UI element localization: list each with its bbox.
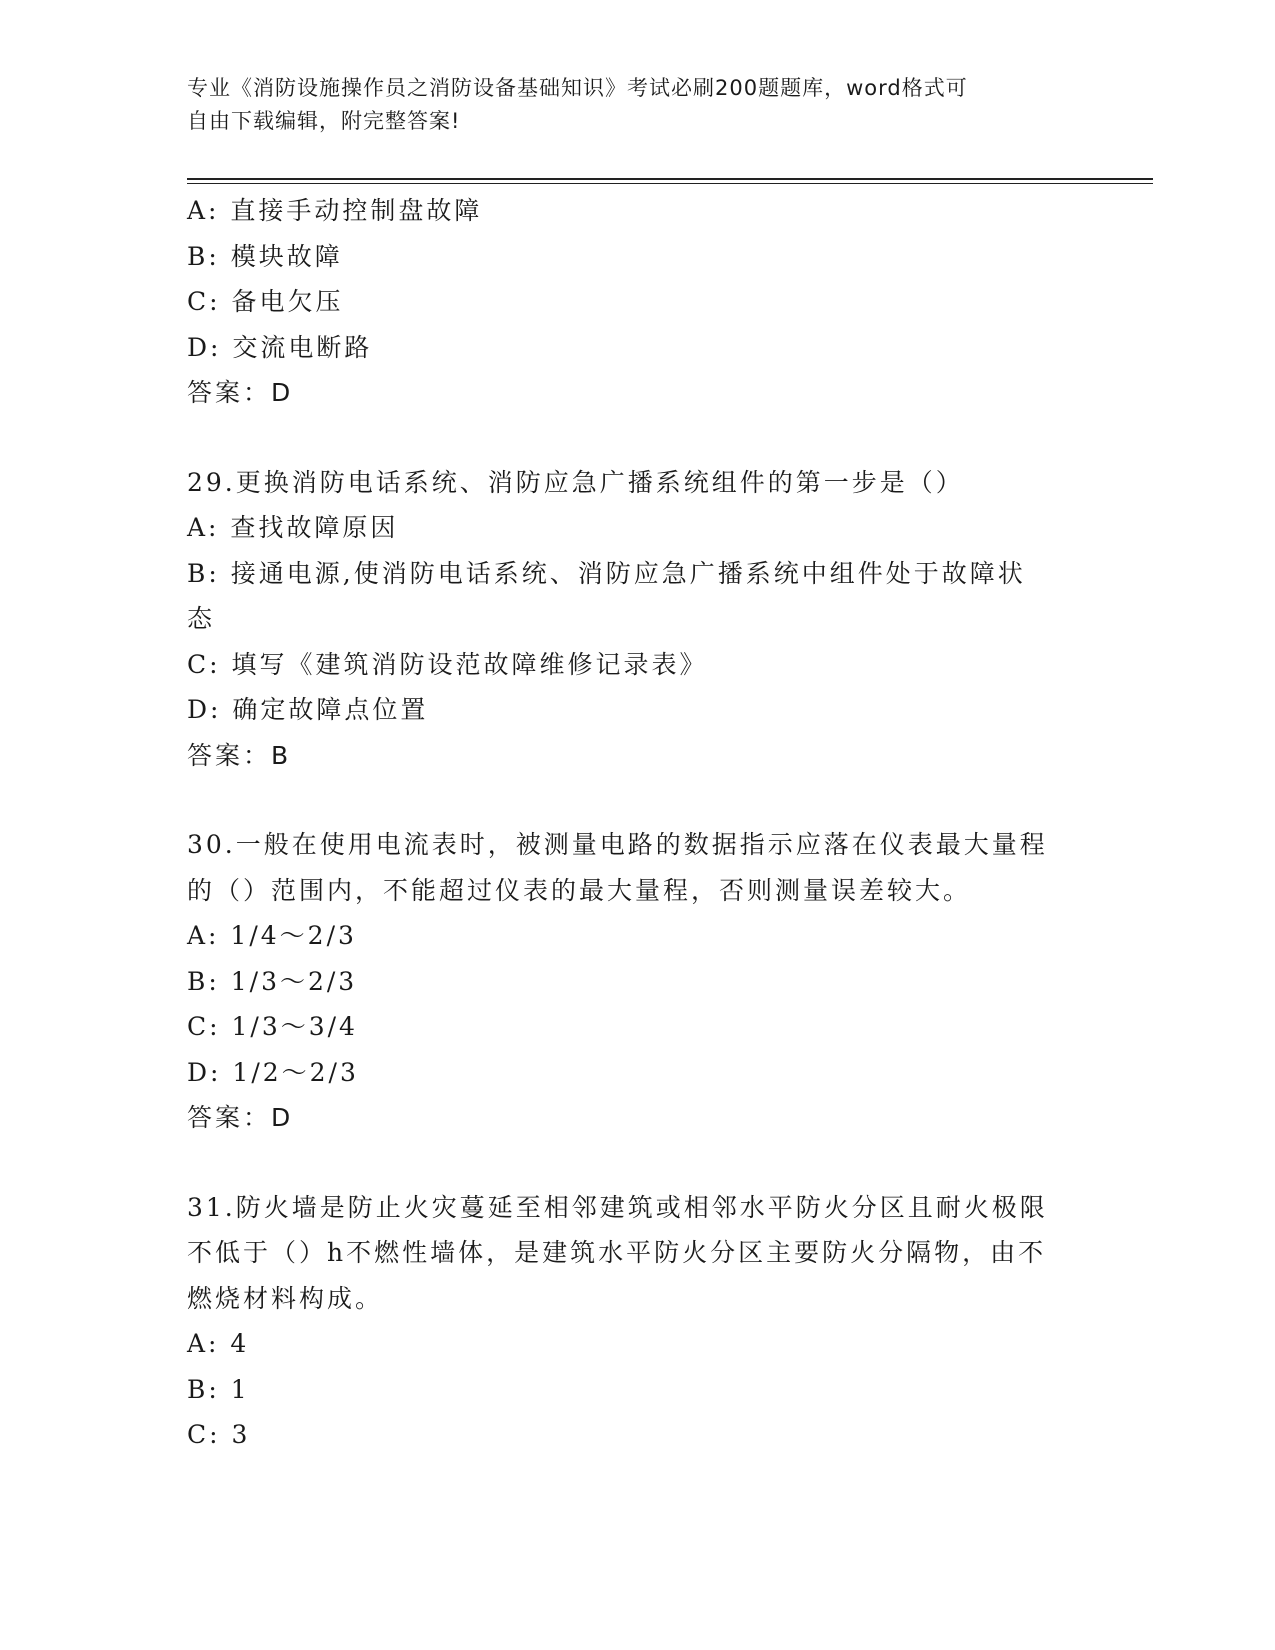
option-c: C: 备电欠压 [187, 287, 344, 316]
question-28 [187, 188, 1087, 416]
option-b: B: 接通电源,使消防电话系统、消防应急广播系统中组件处于故障状 [187, 558, 1026, 588]
question-stem-line-2: 不低于（）h不燃性墙体，是建筑水平防火分区主要防火分隔物，由不 [187, 1238, 1047, 1267]
question-stem-line-2: 的（）范围内，不能超过仪表的最大量程，否则测量误差较大。 [187, 875, 972, 905]
option-d: D: 确定故障点位置 [187, 695, 429, 724]
option-b: B: 1 [187, 1374, 250, 1404]
answer-line: 答案：B [187, 740, 292, 770]
question-31 [187, 1185, 1087, 1458]
option-c: C: 填写《建筑消防设范故障维修记录表》 [187, 649, 708, 679]
header-line-1: 专业《消防设施操作员之消防设备基础知识》考试必刷200题题库，word格式可 [187, 76, 968, 100]
option-c: C: 1/3～3/4 [187, 1012, 358, 1041]
question-30 [187, 822, 1087, 1141]
option-d: D: 交流电断路 [187, 332, 373, 362]
question-stem-line-1: 31.防火墙是防止火灾蔓延至相邻建筑或相邻水平防火分区且耐火极限 [187, 1192, 1048, 1222]
option-a: A: 查找故障原因 [187, 513, 399, 542]
option-b-continued: 态 [187, 604, 216, 633]
answer-line: 答案：D [187, 378, 294, 407]
header-line-2: 自由下载编辑，附完整答案! [187, 109, 461, 133]
question-29 [187, 460, 1087, 779]
option-a: A: 1/4～2/3 [187, 921, 357, 950]
question-stem-line-1: 30.一般在使用电流表时，被测量电路的数据指示应落在仪表最大量程 [187, 830, 1048, 859]
option-c: C: 3 [187, 1420, 251, 1449]
option-a: A: 4 [187, 1329, 250, 1358]
document-header [187, 72, 1087, 138]
question-stem-line-3: 燃烧材料构成。 [187, 1283, 384, 1313]
question-list [187, 188, 1087, 1458]
question-stem: 29.更换消防电话系统、消防应急广播系统组件的第一步是（） [187, 467, 964, 497]
option-d: D: 1/2～2/3 [187, 1057, 359, 1087]
option-b: B: 模块故障 [187, 241, 343, 271]
answer-line: 答案：D [187, 1103, 294, 1132]
header-divider [187, 178, 1153, 184]
option-b: B: 1/3～2/3 [187, 966, 358, 996]
option-a: A: 直接手动控制盘故障 [187, 196, 483, 225]
